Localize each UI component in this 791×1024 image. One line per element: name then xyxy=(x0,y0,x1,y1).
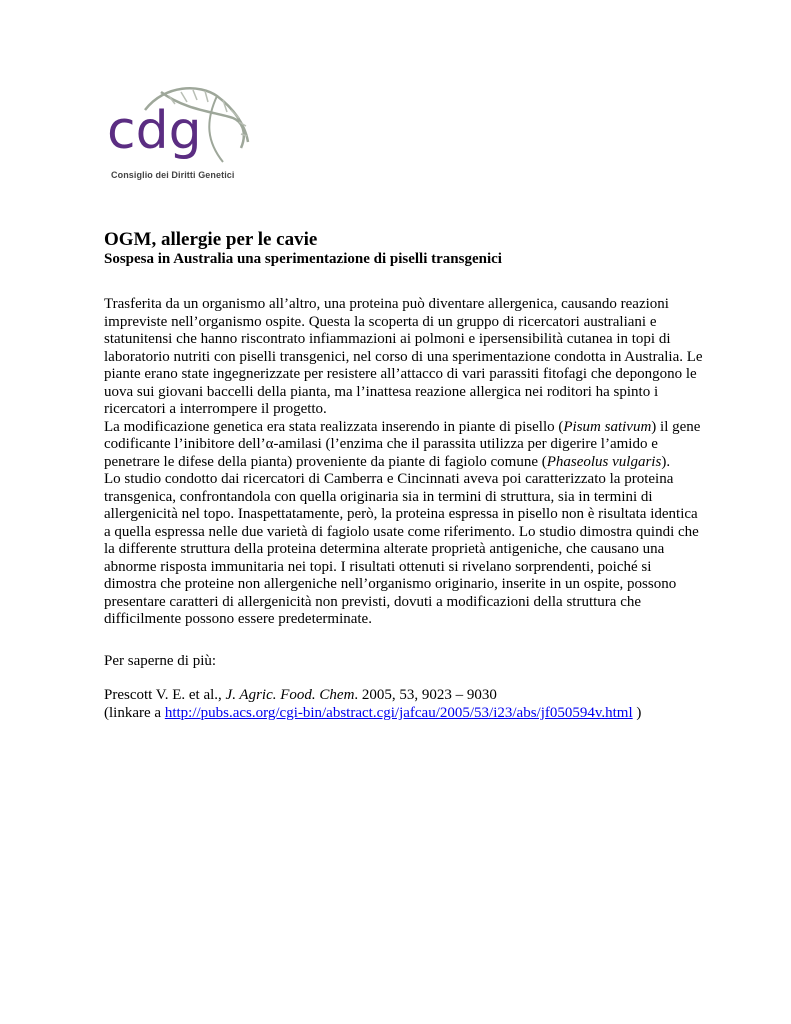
reference-block xyxy=(104,686,724,722)
more-info-label: Per saperne di più: xyxy=(104,653,217,669)
link-prefix: (linkare a xyxy=(104,705,165,721)
article-title: OGM, allergie per le cavie xyxy=(104,229,318,250)
logo-caption: Consiglio dei Diritti Genetici xyxy=(111,170,235,180)
citation xyxy=(104,686,724,704)
citation-journal: J. Agric. Food. Chem xyxy=(225,687,355,703)
article-subtitle: Sospesa in Australia una sperimentazione di piselli transgenici xyxy=(104,251,502,267)
paragraph-2 xyxy=(104,419,704,472)
link-line xyxy=(104,704,724,722)
paragraph-2-text-e: ). xyxy=(661,453,671,470)
article-link[interactable]: http://pubs.acs.org/cgi-bin/abstract.cgi/jafcau/2005/53/i23/abs/jf050594v.html xyxy=(164,705,633,721)
cdg-logo xyxy=(105,82,255,194)
paragraph-3: Lo studio condotto dai ricercatori di Camberra e Cincinnati aveva poi caratterizzato la proteina transgenica, confrontandola con quella originaria sia in termini di struttura, sia in termini di allergenicità nel topo. Inaspettatamente, però, la proteina espressa in pisello non è risultata identica a quella espressa nelle due varietà di fagiolo usate come riferimento. Lo studio dimostra quindi che la differente struttura della proteina determina alterate proprietà antigeniche, che causano una abnorme risposta immunitaria nei topi. I risultati ottenuti si rivelano sorprendenti, poiché si dimostra che proteine non allergeniche nell’organismo originario, inserite in un ospite, possono presentare caratteri di allergenicità non previsti, dovuti a modificazioni della struttura che difficilmente possono essere predeterminate. xyxy=(104,471,699,627)
paragraph-2-text-c: ) il gene codificante l’inibitore dell’α-amilasi (l’enzima che il parassita utilizza per digerire l’amido e penetrare le difese della pianta) proveniente da piante di fagiolo comune ( xyxy=(104,418,701,470)
species-pisum: Pisum sativum xyxy=(563,418,652,435)
paragraph-1: Trasferita da un organismo all’altro, una proteina può diventare allergenica, causando reazioni impreviste nell’organismo ospite. Questa la scoperta di un gruppo di ricercatori australiani e statunitensi che hanno riscontrato infiammazioni ai polmoni e ipersensibilità cutanea in topi di laboratorio nutriti con piselli transgenici, nel corso di una sperimentazione condotta in Australia. Le piante erano state ingegnerizzate per resistere all’attacco di vari parassiti fitofagi che depongono le uova sui giovani baccelli della pianta, ma l’inattesa reazione allergica nei roditori ha spinto i ricercatori a interrompere il progetto. xyxy=(104,296,703,417)
dna-helix-icon xyxy=(105,82,255,172)
citation-authors: Prescott V. E. et al., xyxy=(104,687,226,703)
link-suffix: ) xyxy=(632,705,642,721)
species-phaseolus: Phaseolus vulgaris xyxy=(546,453,662,470)
paragraph-2-text-a: La modificazione genetica era stata realizzata inserendo in piante di pisello ( xyxy=(104,418,564,435)
citation-details: . 2005, 53, 9023 – 9030 xyxy=(354,687,497,703)
svg-text:cdg: cdg xyxy=(107,101,202,161)
article-body xyxy=(104,296,704,629)
